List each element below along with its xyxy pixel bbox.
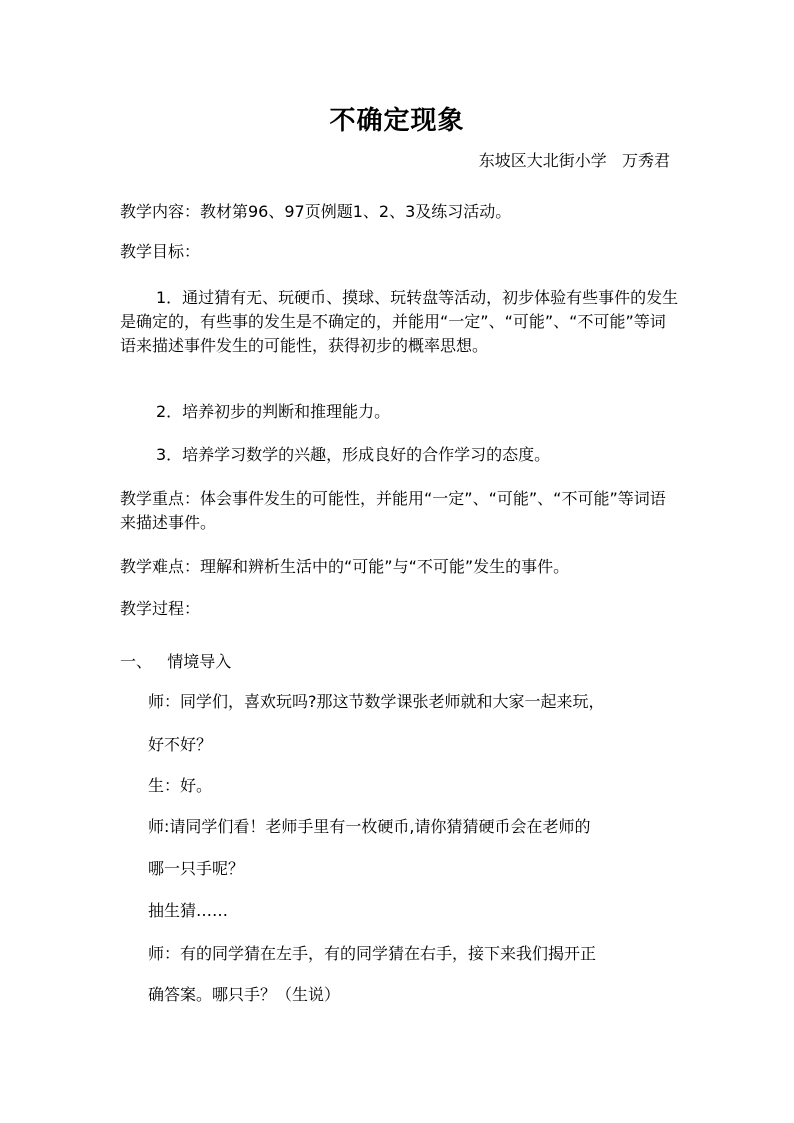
objective-item-3: 3．培养学习数学的兴趣，形成良好的合作学习的态度。	[156, 445, 551, 464]
process-heading: 教学过程：	[120, 599, 201, 618]
key-point: 教学重点：体会事件发生的可能性，并能用“一定”、“可能”、“不可能”等词语来描述事件。	[120, 489, 666, 532]
dialogue-line: 师：有的同学猜在左手，有的同学猜在右手，接下来我们揭开正	[148, 944, 597, 963]
author-line: 东坡区大北街小学 万秀君	[478, 151, 670, 170]
dialogue-line: 师:请同学们看！老师手里有一枚硬币,请你猜猜硬币会在老师的	[148, 817, 591, 836]
dialogue-line: 确答案。哪只手？（生说）	[148, 985, 341, 1004]
objective-item-2: 2．培养初步的判断和推理能力。	[156, 402, 391, 421]
document-title: 不确定现象	[329, 106, 465, 136]
objectives-heading: 教学目标：	[120, 242, 201, 261]
dialogue-line: 师：同学们，喜欢玩吗?那这节数学课张老师就和大家一起来玩，	[148, 692, 605, 711]
dialogue-line: 好不好？	[148, 735, 213, 754]
difficulty: 教学难点：理解和辨析生活中的“可能”与“不可能”发生的事件。	[120, 557, 570, 576]
dialogue-line: 生：好。	[148, 776, 213, 795]
objective-item-1: 1．通过猜有无、玩硬币、摸球、玩转盘等活动，初步体验有些事件的发生是确定的，有些事的发生是不确定的，并能用“一定”、“可能”、“不可能”等词语来描述事件发生的可能性，获得初步的概率思想。	[120, 288, 679, 355]
dialogue-line: 哪一只手呢？	[148, 859, 245, 878]
section-heading-intro: 一、 情境导入	[120, 652, 232, 671]
dialogue-line: 抽生猜……	[148, 901, 229, 920]
teaching-content: 教学内容：教材第96、97页例题1、2、3及练习活动。	[120, 202, 512, 221]
